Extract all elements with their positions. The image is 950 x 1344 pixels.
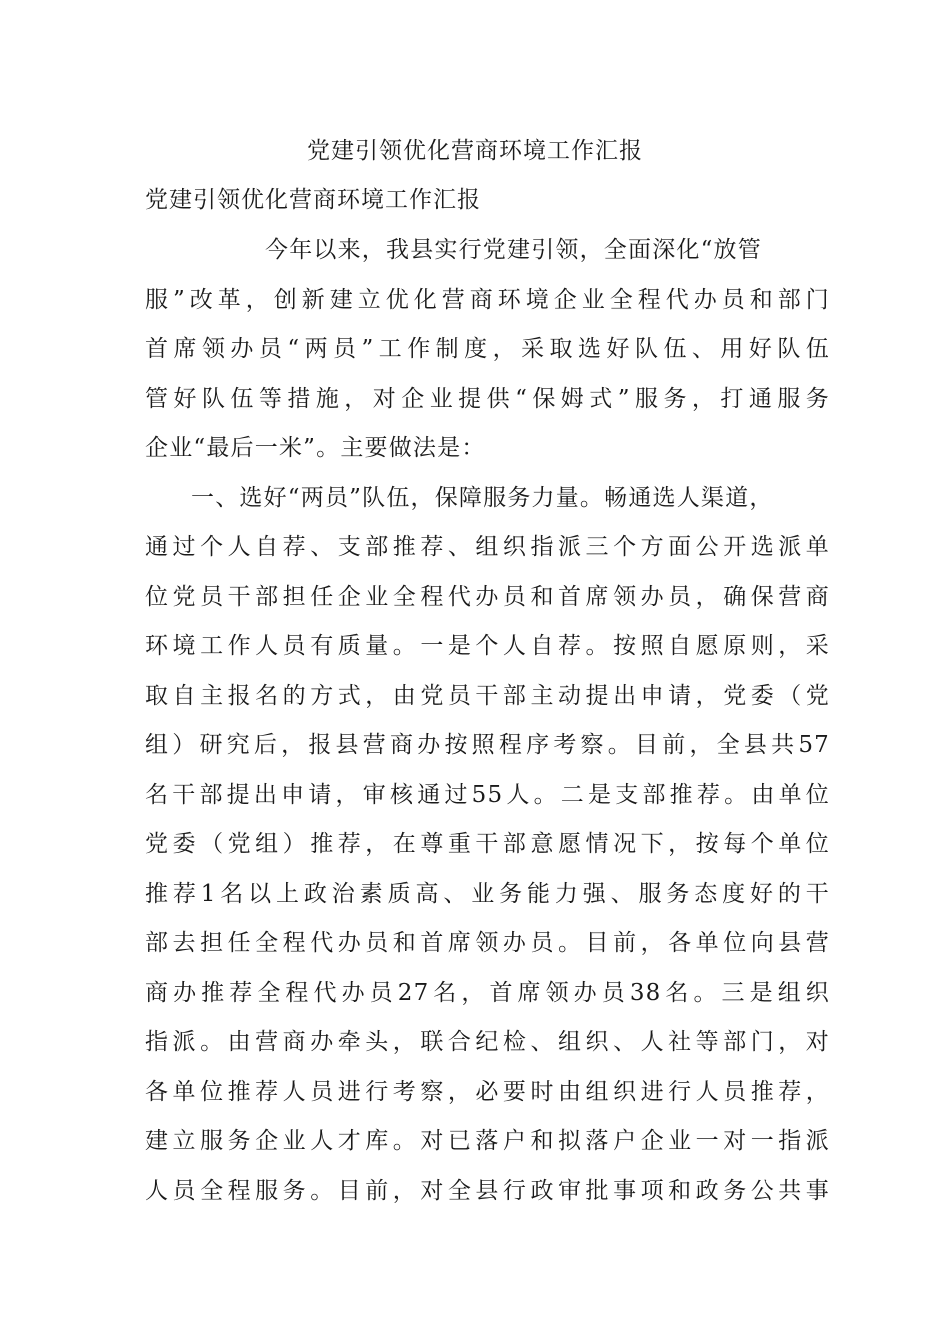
paragraph-line: 管好队伍等措施，对企业提供“保姆式”服务，打通服务 xyxy=(145,385,830,412)
paragraph-line: 首席领办员“两员”工作制度，采取选好队伍、用好队伍 xyxy=(145,336,830,362)
document-subtitle: 党建引领优化营商环境工作汇报 xyxy=(145,187,481,213)
paragraph-line: 服”改革，创新建立优化营商环境企业全程代办员和部门 xyxy=(145,286,830,313)
document-body xyxy=(145,226,830,1216)
paragraph-line: 企业“最后一米”。主要做法是： xyxy=(145,435,486,461)
paragraph-line: 环境工作人员有质量。一是个人自荐。按照自愿原则，采 xyxy=(145,633,830,659)
paragraph-line: 一、选好“两员”队伍，保障服务力量。畅通选人渠道， xyxy=(191,484,774,511)
document-title: 党建引领优化营商环境工作汇报 xyxy=(307,138,643,164)
paragraph-line: 党委（党组）推荐，在尊重干部意愿情况下，按每个单位 xyxy=(145,831,830,857)
paragraph-line: 商办推荐全程代办员27名，首席领办员38名。三是组织 xyxy=(145,979,830,1006)
paragraph-line: 取自主报名的方式，由党员干部主动提出申请，党委（党 xyxy=(145,682,830,709)
paragraph-line: 位党员干部担任企业全程代办员和首席领办员，确保营商 xyxy=(145,583,830,610)
paragraph-line: 指派。由营商办牵头，联合纪检、组织、人社等部门，对 xyxy=(145,1029,830,1055)
paragraph-line: 组）研究后，报县营商办按照程序考察。目前，全县共57 xyxy=(145,732,830,758)
paragraph-line: 通过个人自荐、支部推荐、组织指派三个方面公开选派单 xyxy=(145,534,830,560)
paragraph-line: 名干部提出申请，审核通过55人。二是支部推荐。由单位 xyxy=(145,781,830,808)
paragraph-line: 人员全程服务。目前，对全县行政审批事项和政务公共事 xyxy=(145,1177,830,1204)
paragraph-line: 今年以来，我县实行党建引领，全面深化“放管 xyxy=(265,237,762,263)
paragraph-line: 推荐1名以上政治素质高、业务能力强、服务态度好的干 xyxy=(145,880,830,907)
paragraph-line: 建立服务企业人才库。对已落户和拟落户企业一对一指派 xyxy=(145,1128,830,1154)
paragraph-line: 部去担任全程代办员和首席领办员。目前，各单位向县营 xyxy=(145,930,830,956)
paragraph-line: 各单位推荐人员进行考察，必要时由组织进行人员推荐， xyxy=(145,1078,830,1105)
